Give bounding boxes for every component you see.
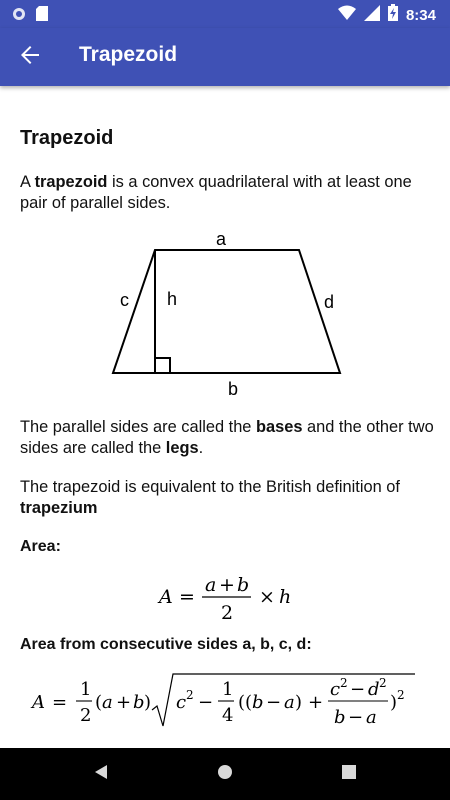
svg-text:h: h <box>279 586 292 608</box>
app-bar <box>0 28 450 86</box>
svg-text:+: + <box>308 692 324 713</box>
svg-text:2: 2 <box>340 676 348 690</box>
label-c: c <box>120 290 129 310</box>
svg-text:): ) <box>144 692 152 713</box>
svg-text:c: c <box>330 679 341 700</box>
svg-text:2: 2 <box>186 688 194 702</box>
svg-text:2: 2 <box>221 602 234 624</box>
back-triangle-icon <box>94 764 108 785</box>
svg-text:2: 2 <box>397 688 405 702</box>
trapezoid-shape <box>113 250 340 373</box>
intro-term: trapezoid <box>34 173 108 191</box>
area-heading: Area: <box>20 538 61 555</box>
svg-text:a: a <box>366 707 377 728</box>
svg-text:+: + <box>116 692 132 713</box>
british-paragraph <box>20 477 435 519</box>
svg-text:2: 2 <box>379 676 387 690</box>
app-title: Trapezoid <box>79 43 178 66</box>
page-title: Trapezoid <box>20 127 114 149</box>
signal-icon <box>364 5 380 26</box>
nav-home-button[interactable] <box>213 762 237 786</box>
svg-text:b: b <box>334 707 346 728</box>
wifi-icon <box>338 5 356 26</box>
sides-text-post: . <box>198 439 204 457</box>
home-circle-icon <box>217 764 233 785</box>
svg-text:−: − <box>350 679 366 700</box>
sd-card-icon <box>36 6 48 26</box>
intro-text-post: is a convex quadrilateral with at least one pair of parallel sides. <box>20 173 412 212</box>
status-bar <box>0 0 450 28</box>
recents-square-icon <box>342 765 356 784</box>
svg-text:): ) <box>390 692 398 713</box>
circle-icon <box>12 7 26 26</box>
svg-text:c: c <box>176 692 187 713</box>
svg-text:+: + <box>219 574 235 596</box>
svg-text:b: b <box>133 692 145 713</box>
svg-text:=: = <box>179 586 195 608</box>
intro-paragraph <box>20 172 435 214</box>
arrow-back-icon <box>20 45 40 70</box>
label-h: h <box>167 289 178 309</box>
svg-text:a: a <box>205 574 217 596</box>
svg-text:2: 2 <box>80 705 92 726</box>
svg-text:): ) <box>295 692 303 713</box>
term-bases: bases <box>255 418 303 436</box>
nav-back-button[interactable] <box>89 762 113 786</box>
label-b: b <box>228 379 239 399</box>
svg-text:=: = <box>52 692 68 713</box>
right-angle-marker <box>155 358 170 373</box>
sides-text-mid: and the other two sides are called the <box>20 418 434 457</box>
sides-text-pre: The parallel sides are called the <box>20 418 256 436</box>
svg-text:d: d <box>368 679 380 700</box>
term-legs: legs <box>165 439 199 457</box>
svg-text:b: b <box>252 692 264 713</box>
battery-charging-icon <box>388 4 398 26</box>
area-consecutive-formula <box>30 670 425 734</box>
svg-text:a: a <box>102 692 113 713</box>
svg-text:−: − <box>348 707 364 728</box>
area-consecutive-heading: Area from consecutive sides a, b, c, d: <box>20 636 312 653</box>
svg-text:((: (( <box>238 692 253 713</box>
svg-text:×: × <box>259 586 275 608</box>
svg-text:(: ( <box>95 692 103 713</box>
term-trapezium: trapezium <box>20 499 98 517</box>
svg-text:A: A <box>159 586 173 608</box>
nav-recents-button[interactable] <box>337 762 361 786</box>
trapezoid-diagram <box>100 225 360 400</box>
svg-text:1: 1 <box>222 679 234 700</box>
label-a: a <box>216 229 227 249</box>
navigation-bar <box>0 748 450 800</box>
svg-text:−: − <box>266 692 282 713</box>
sides-paragraph <box>20 417 435 459</box>
svg-text:b: b <box>237 574 250 596</box>
content-scroll-area[interactable] <box>0 86 450 748</box>
svg-text:A: A <box>32 692 45 713</box>
area-formula <box>155 570 315 630</box>
intro-text-pre: A <box>20 173 35 191</box>
svg-text:4: 4 <box>222 705 234 726</box>
svg-text:a: a <box>284 692 295 713</box>
svg-text:1: 1 <box>80 679 92 700</box>
back-button[interactable] <box>14 41 46 73</box>
svg-text:−: − <box>198 692 214 713</box>
british-text-pre: The trapezoid is equivalent to the British definition of <box>20 478 400 496</box>
label-d: d <box>324 292 335 312</box>
status-time: 8:34 <box>405 6 436 24</box>
